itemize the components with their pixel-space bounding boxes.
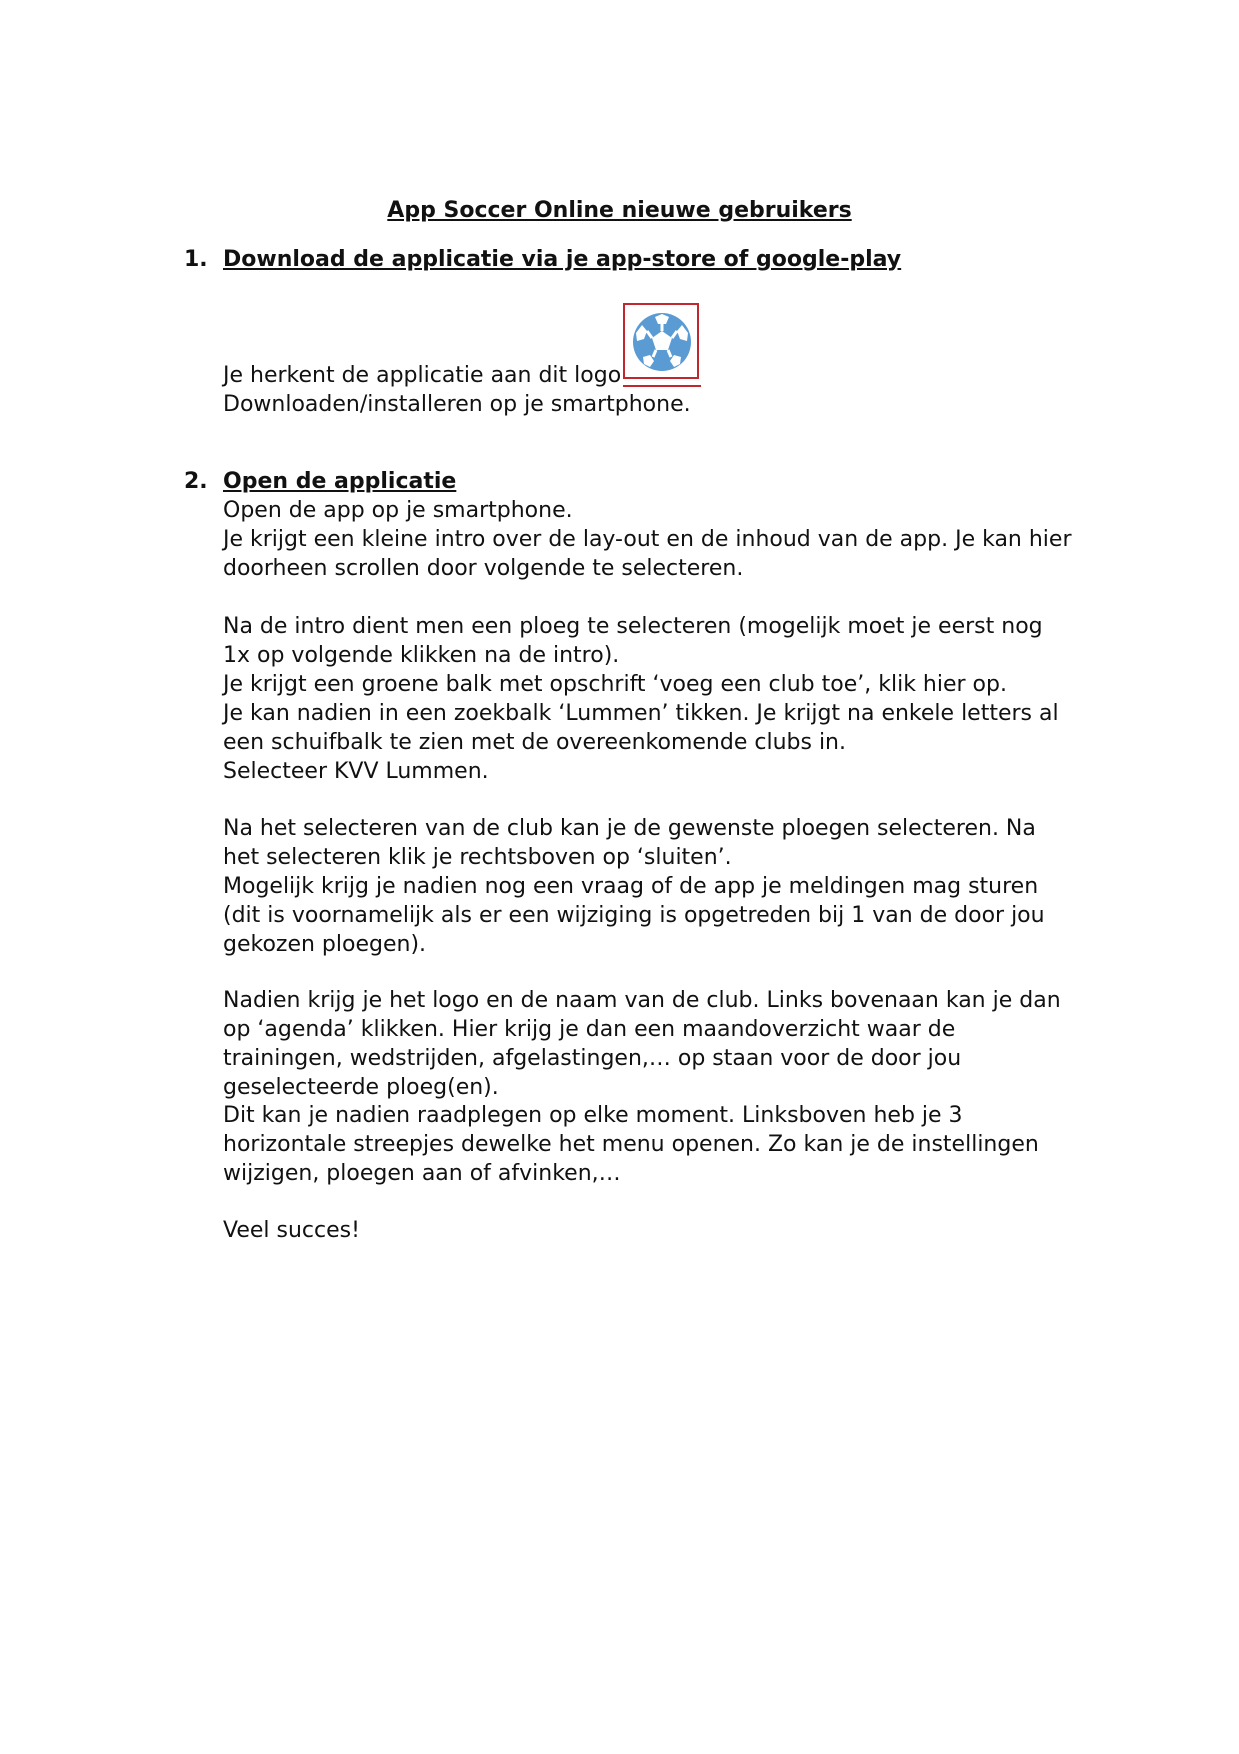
section-2-paragraph-4 [223, 986, 1073, 1102]
section-1-line-install: Downloaden/installeren op je smartphone. [223, 392, 691, 417]
section-2-heading: Open de applicatie [223, 469, 457, 494]
section-1-number: 1. [184, 247, 208, 272]
soccer-ball-icon [631, 311, 693, 373]
para-3-text: Na het selecteren van de club kan je de gewenste ploegen selecteren. Na het selecteren klik je rechtsboven op ‘sluiten’. Mogelijk krijg je nadien nog een vraag of de app je meldingen mag sturen (dit is voornamelijk als er een wijziging is opgetreden bij 1 van de door jou gekozen ploegen). [223, 816, 1045, 957]
document-title: App Soccer Online nieuwe gebruikers [387, 198, 852, 223]
logo-underline [623, 385, 701, 387]
section-1-heading: Download de applicatie via je app-store of google-play [223, 247, 902, 272]
section-2-paragraph-1 [223, 496, 1073, 583]
app-logo [623, 303, 699, 379]
section-2-number: 2. [184, 469, 208, 494]
closing-line [223, 1216, 1073, 1245]
section-2-paragraph-2 [223, 612, 1073, 786]
section-2-paragraph-5 [223, 1101, 1073, 1188]
section-2-paragraph-3 [223, 814, 1073, 959]
para-5-text: Dit kan je nadien raadplegen op elke moment. Linksboven heb je 3 horizontale streepjes dewelke het menu openen. Zo kan je de instellingen wijzigen, ploegen aan of afvinken,… [223, 1103, 1039, 1186]
closing-text: Veel succes! [223, 1218, 360, 1243]
para-4-text: Nadien krijg je het logo en de naam van de club. Links bovenaan kan je dan op ‘agenda’ klikken. Hier krijg je dan een maandoverzicht waar de trainingen, wedstrijden, afgelastingen,… op staan voor de door jou geselecteerde ploeg(en). [223, 988, 1061, 1100]
para-1-line-1: Open de app op je smartphone. Je krijgt een kleine intro over de lay-out en de inhoud van de app. Je kan hier doorheen scrollen door volgende te selecteren. [223, 498, 1072, 581]
para-2-text: Na de intro dient men een ploeg te selecteren (mogelijk moet je eerst nog 1x op volgende klikken na de intro). Je krijgt een groene balk met opschrift ‘voeg een club toe’, klik hier op. Je kan nadien in een zoekbalk ‘Lummen’ tikken. Je krijgt na enkele letters al een schuifbalk te zien met de overeenkomende clubs in. Selecteer KVV Lummen. [223, 614, 1059, 784]
section-1-line-logo: Je herkent de applicatie aan dit logo [223, 363, 622, 388]
